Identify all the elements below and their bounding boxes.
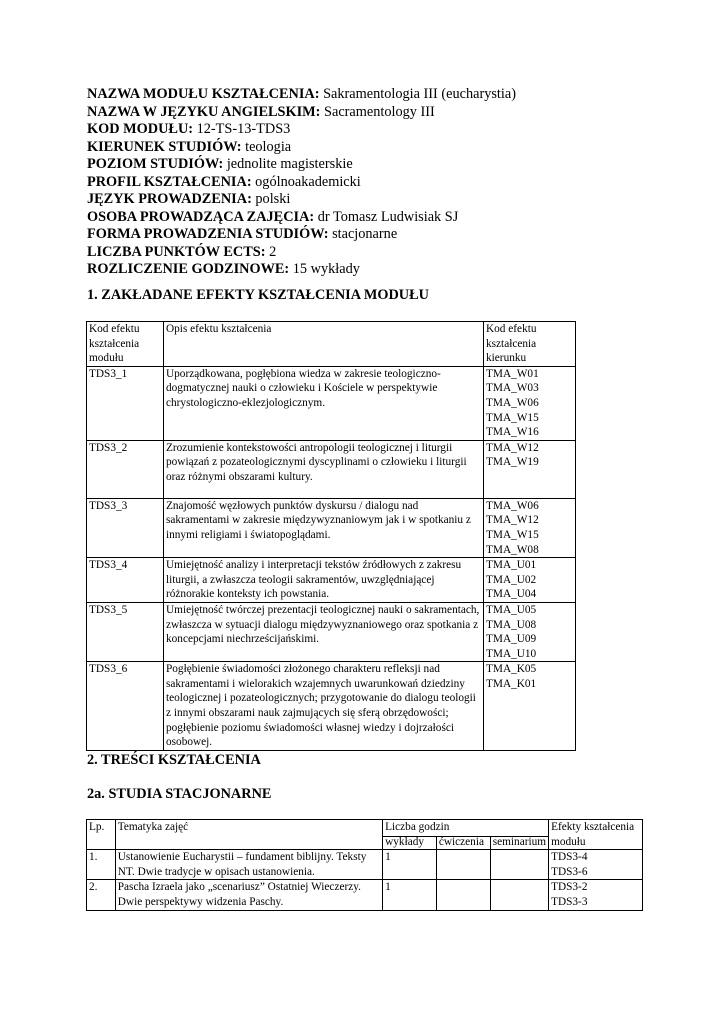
row-effects: TDS3-2 TDS3-3 [549,880,643,910]
header-line-english-name: NAZWA W JĘZYKU ANGIELSKIM: Sacramentology III [87,103,435,120]
section-2a-title: 2a. STUDIA STACJONARNE [87,786,272,802]
outcome-description: Uporządkowana, pogłębiona wiedza w zakresie teologiczno-dogmatycznej nauki o człowieku i Kościele w perspektywie chrystologiczno-eklezjologicznym. [164,366,484,440]
outcome-code: TDS3_4 [87,558,164,603]
course-content-table [86,819,643,911]
header-line-module-code: KOD MODUŁU: 12-TS-13-TDS3 [87,121,291,137]
row-lp: 1. [87,850,116,880]
outcome-refs: TMA_K05 TMA_K01 [484,662,576,751]
header-line-teacher: OSOBA PROWADZĄCA ZAJĘCIA: dr Tomasz Ludwisiak SJ [87,208,459,225]
outcome-description: Pogłębienie świadomości złożonego charakteru refleksji nad sakramentami i wielorakich wzajemnych uwarunkowań dziedziny teologicznej i pozateologicznych; przygotowanie do dialogu teologii z innymi obszarami nauk zajmujących się sferą obrzędowości; pogłębienie poziomu świadomości własnej wiedzy i dojrzałości osobowej. [164,662,484,751]
table-row [87,602,576,661]
table-row [87,662,576,751]
header-line-profile: PROFIL KSZTAŁCENIA: ogólnoakademicki [87,173,361,190]
header-line-study-form: FORMA PROWADZENIA STUDIÓW: stacjonarne [87,226,398,242]
header-hours: Liczba godzin [383,820,549,837]
table-row [87,498,576,557]
header-module-code: Kod efektu kształcenia modułu [87,322,164,367]
header-line-module-name: NAZWA MODUŁU KSZTAŁCENIA: Sakramentologia III (eucharystia) [87,86,516,102]
outcome-code: TDS3_1 [87,366,164,440]
row-lectures: 1 [383,880,437,910]
learning-outcomes-table [86,321,576,751]
outcome-refs: TMA_U01 TMA_U02 TMA_U04 [484,558,576,603]
row-effects: TDS3-4 TDS3-6 [549,850,643,880]
header-line-level: POZIOM STUDIÓW: jednolite magisterskie [87,156,353,172]
table-row [87,440,576,498]
section-1-title: 1. ZAKŁADANE EFEKTY KSZTAŁCENIA MODUŁU [87,287,429,303]
header-seminar: seminarium [490,837,548,850]
header-effects: Efekty kształcenia modułu [549,820,643,850]
header-exercises: ćwiczenia [436,837,490,850]
outcome-code: TDS3_6 [87,662,164,751]
outcome-code: TDS3_2 [87,440,164,498]
outcome-code: TDS3_3 [87,498,164,557]
outcome-refs: TMA_W12 TMA_W19 [484,440,576,498]
table-row [87,558,576,603]
row-exercises [436,880,490,910]
row-topic: Pascha Izraela jako „scenariusz” Ostatniej Wieczerzy. Dwie perspektywy widzenia Paschy. [115,880,382,910]
outcome-refs: TMA_W01 TMA_W03 TMA_W06 TMA_W15 TMA_W16 [484,366,576,440]
table-header-row [87,820,643,837]
header-line-hours: ROZLICZENIE GODZINOWE: 15 wykłady [87,261,360,277]
outcome-description: Umiejętność analizy i interpretacji tekstów źródłowych z zakresu liturgii, a zwłaszcza teologii sakramentów, uwzględniającej różnorakie konteksty ich powstania. [164,558,484,603]
header-topic: Tematyka zajęć [115,820,382,850]
header-lectures: wykłady [383,837,437,850]
table-row [87,366,576,440]
outcome-code: TDS3_5 [87,602,164,661]
section-2-title: 2. TREŚCI KSZTAŁCENIA [87,752,261,768]
table-header-row [87,322,576,367]
outcome-refs: TMA_W06 TMA_W12 TMA_W15 TMA_W08 [484,498,576,557]
row-topic: Ustanowienie Eucharystii – fundament biblijny. Teksty NT. Dwie tradycje w opisach ustanowienia. [115,850,382,880]
module-header [87,86,516,279]
header-lp: Lp. [87,820,116,850]
row-exercises [436,850,490,880]
outcome-description: Zrozumienie kontekstowości antropologii teologicznej i liturgii powiązań z pozateologicznymi dyscyplinami o człowieku i liturgii oraz różnymi obszarami kultury. [164,440,484,498]
row-lp: 2. [87,880,116,910]
outcome-refs: TMA_U05 TMA_U08 TMA_U09 TMA_U10 [484,602,576,661]
header-description: Opis efektu kształcenia [164,322,484,367]
outcome-description: Umiejętność twórczej prezentacji teologicznej nauki o sakramentach, zwłaszcza w sytuacji dialogu międzywyznaniowego oraz spotkania z koncepcjami niechrześcijańskimi. [164,602,484,661]
row-seminar [490,850,548,880]
header-line-language: JĘZYK PROWADZENIA: polski [87,191,291,207]
header-program-code: Kod efektu kształcenia kierunku [484,322,576,367]
row-lectures: 1 [383,850,437,880]
outcome-description: Znajomość węzłowych punktów dyskursu / dialogu nad sakramentami w zakresie międzywyznaniowym jak i w spotkaniu z innymi religiami i światopoglądami. [164,498,484,557]
table-row [87,880,643,910]
header-line-ects: LICZBA PUNKTÓW ECTS: 2 [87,243,277,260]
table-row [87,850,643,880]
row-seminar [490,880,548,910]
header-line-field: KIERUNEK STUDIÓW: teologia [87,138,292,155]
